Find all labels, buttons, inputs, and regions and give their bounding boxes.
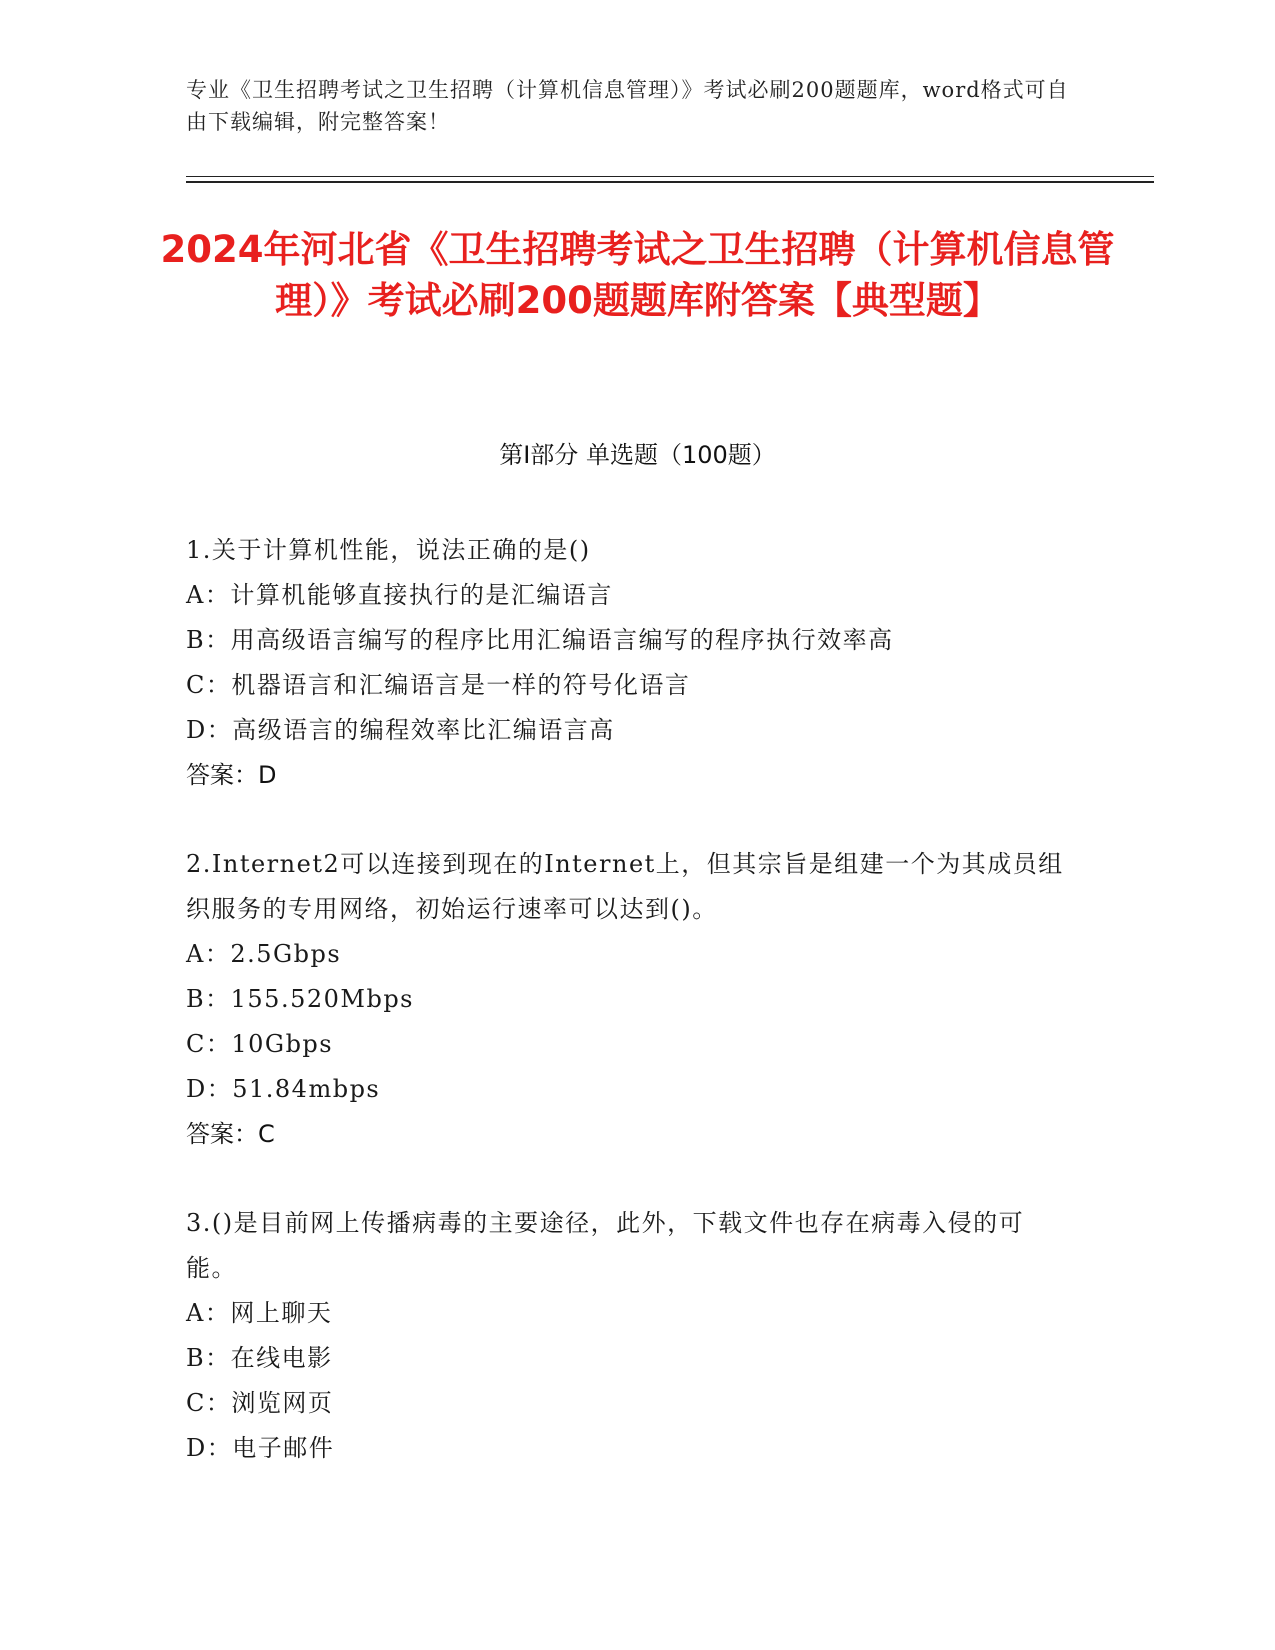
question-stem: 1.关于计算机性能，说法正确的是() [186, 536, 591, 564]
question-option-d: D：51.84mbps [186, 1075, 381, 1103]
question-option-a: A：网上聊天 [186, 1299, 333, 1327]
question-answer: 答案：C [186, 1120, 275, 1148]
header-divider-thin [186, 176, 1154, 177]
header-divider-thick [186, 181, 1154, 183]
question-option-d: D：电子邮件 [186, 1434, 335, 1462]
header-note: 专业《卫生招聘考试之卫生招聘（计算机信息管理）》考试必刷200题题库，word格式可自由下载编辑，附完整答案！ [186, 78, 1069, 134]
question-stem: 3.()是目前网上传播病毒的主要途径，此外，下载文件也存在病毒入侵的可能。 [186, 1209, 1025, 1282]
question-item [186, 1201, 1066, 1471]
question-item [186, 842, 1066, 1157]
question-option-b: B：在线电影 [186, 1344, 333, 1372]
document-title: 2024年河北省《卫生招聘考试之卫生招聘（计算机信息管理）》考试必刷200题题库附答案【典型题】 [160, 228, 1115, 322]
question-stem: 2.Internet2可以连接到现在的Internet上，但其宗旨是组建一个为其成员组织服务的专用网络，初始运行速率可以达到()。 [186, 850, 1064, 923]
question-option-a: A：2.5Gbps [186, 940, 342, 968]
question-option-c: C：机器语言和汇编语言是一样的符号化语言 [186, 671, 691, 699]
question-option-b: B：用高级语言编写的程序比用汇编语言编写的程序执行效率高 [186, 626, 894, 654]
question-option-d: D：高级语言的编程效率比汇编语言高 [186, 716, 615, 744]
question-list [186, 528, 1066, 1515]
question-option-c: C：10Gbps [186, 1030, 334, 1058]
question-answer: 答案：D [186, 761, 277, 789]
question-option-c: C：浏览网页 [186, 1389, 334, 1417]
question-option-b: B：155.520Mbps [186, 985, 414, 1013]
question-option-a: A：计算机能够直接执行的是汇编语言 [186, 581, 613, 609]
section-heading: 第Ⅰ部分 单选题（100题） [499, 441, 776, 469]
question-item [186, 528, 1066, 798]
